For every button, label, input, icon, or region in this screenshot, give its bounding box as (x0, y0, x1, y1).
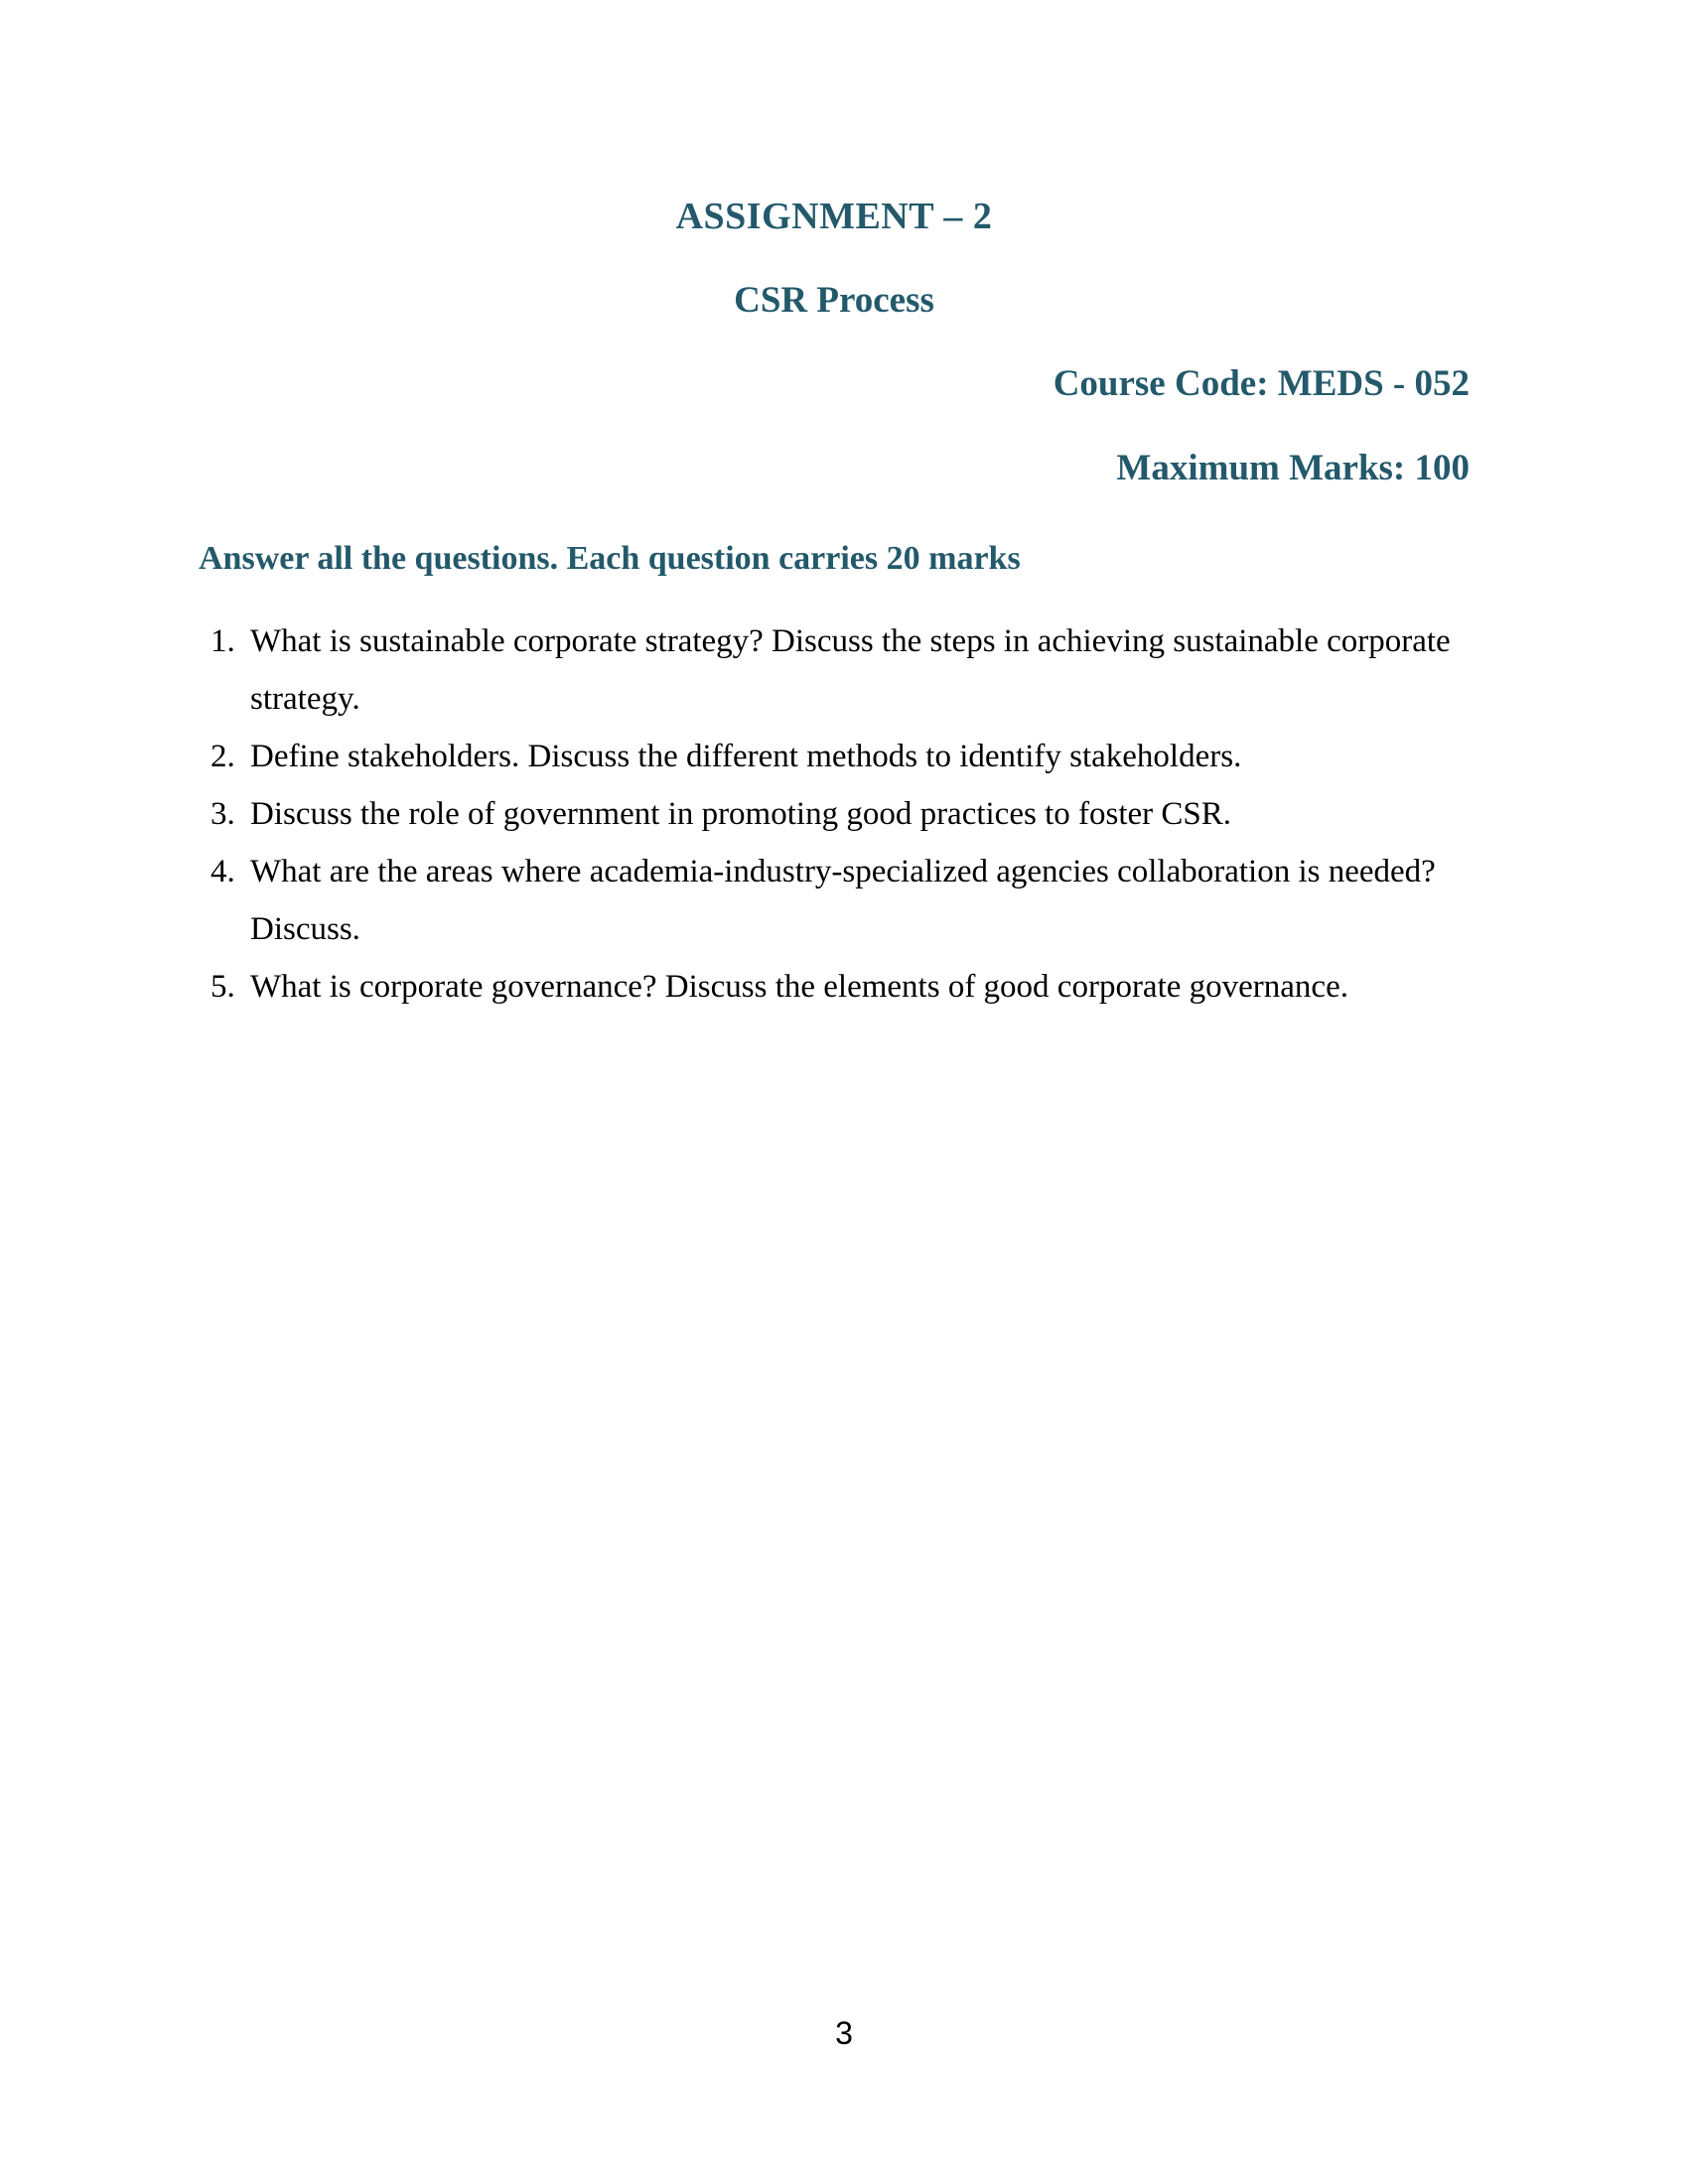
question-text (250, 843, 1470, 958)
page-number: 3 (835, 2015, 853, 2051)
question-number: 3. (211, 796, 235, 832)
question-text (250, 958, 1470, 1016)
question-list (199, 613, 1470, 1016)
question-item (199, 958, 1470, 1016)
question-item (199, 843, 1470, 958)
question-text-line: What is sustainable corporate strategy? Discuss the steps in achieving sustainable corporate (250, 623, 1451, 659)
question-text (250, 728, 1470, 785)
question-number: 4. (211, 854, 235, 889)
instruction-line: Answer all the questions. Each question carries 20 marks (199, 540, 1021, 577)
question-text-line: Define stakeholders. Discuss the different methods to identify stakeholders. (250, 739, 1242, 774)
document-content (0, 195, 1688, 1016)
question-item (199, 785, 1470, 843)
question-number: 5. (211, 969, 235, 1005)
maximum-marks: Maximum Marks: 100 (1116, 448, 1470, 488)
course-code: Course Code: MEDS - 052 (1053, 363, 1470, 404)
question-text-line: Discuss the role of government in promoting good practices to foster CSR. (250, 796, 1232, 832)
question-text (250, 785, 1470, 843)
question-item (199, 613, 1470, 728)
assignment-subtitle: CSR Process (734, 280, 934, 321)
question-text (250, 613, 1470, 728)
question-text-line: What are the areas where academia-industry-specialized agencies collaboration is needed? (250, 854, 1436, 889)
question-text-line: What is corporate governance? Discuss the elements of good corporate governance. (250, 969, 1348, 1005)
question-item (199, 728, 1470, 785)
question-text-line: Discuss. (250, 911, 360, 947)
question-number: 2. (211, 739, 235, 774)
question-text-line: strategy. (250, 681, 360, 717)
assignment-title: ASSIGNMENT – 2 (675, 196, 993, 237)
question-number: 1. (211, 623, 235, 659)
